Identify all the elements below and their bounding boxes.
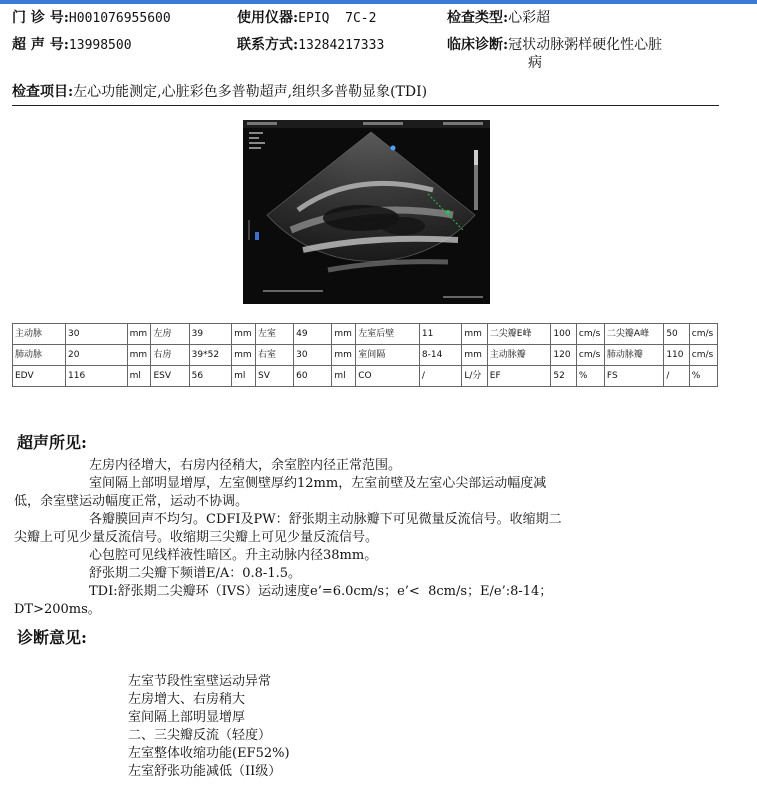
table-cell: 室间隔	[356, 345, 420, 366]
exam-type-value: 心彩超	[508, 10, 551, 26]
table-cell: FS	[604, 366, 663, 387]
measurements-table	[12, 323, 718, 387]
echocardiogram-graphic	[243, 120, 490, 304]
findings-line: TDI:舒张期二尖瓣环（IVS）运动速度e’=6.0cm/s；e’< 8cm/s；E/e’:8-14；	[89, 584, 553, 599]
table-cell: 39	[189, 324, 231, 345]
table-cell: 52	[551, 366, 576, 387]
table-row	[13, 324, 718, 345]
outpatient-value: H001076955600	[68, 11, 171, 26]
diagnosis-line: 二、三尖瓣反流（轻度）	[128, 728, 272, 743]
table-cell: 30	[66, 324, 128, 345]
outpatient-field	[12, 9, 171, 28]
table-cell: 左室后壁	[356, 324, 420, 345]
exam-items-value: 左心功能测定,心脏彩色多普勒超声,组织多普勒显象(TDI)	[73, 84, 428, 100]
table-cell: cm/s	[689, 324, 717, 345]
table-cell: L/分	[462, 366, 487, 387]
table-cell: 肺动脉瓣	[604, 345, 663, 366]
table-cell: %	[689, 366, 717, 387]
table-cell: 主动脉瓣	[487, 345, 551, 366]
table-cell: cm/s	[576, 324, 604, 345]
table-cell: 右房	[151, 345, 189, 366]
contact-field	[237, 36, 384, 55]
contact-value: 13284217333	[298, 38, 385, 53]
table-cell: mm	[462, 345, 487, 366]
table-cell: 左室	[255, 324, 293, 345]
exam-type-label: 检查类型:	[447, 10, 509, 26]
findings-line: 室间隔上部明显增厚，左室侧壁厚约12mm，左室前壁及左室心尖部运动幅度减	[89, 476, 547, 491]
clinical-diagnosis-value: 冠状动脉粥样硬化性心脏	[508, 37, 663, 53]
table-cell: cm/s	[576, 345, 604, 366]
contact-label: 联系方式:	[237, 37, 299, 53]
table-cell: 120	[551, 345, 576, 366]
clinical-diagnosis-label: 临床诊断:	[447, 37, 509, 53]
instrument-field	[237, 9, 376, 28]
table-cell: 110	[664, 345, 689, 366]
table-cell: 49	[294, 324, 332, 345]
ultrasound-no-label: 超 声 号:	[12, 37, 69, 53]
top-accent-bar	[0, 0, 757, 4]
findings-line: 尖瓣上可见少量反流信号。收缩期三尖瓣上可见少量反流信号。	[14, 530, 379, 545]
instrument-label: 使用仪器:	[237, 10, 299, 26]
echocardiogram-image	[243, 120, 490, 304]
table-cell: ESV	[151, 366, 189, 387]
diagnosis-line: 左室舒张功能减低（II级）	[128, 764, 282, 779]
clinical-diagnosis-continued: 病	[528, 55, 542, 71]
table-cell: mm	[332, 345, 356, 366]
table-row	[13, 345, 718, 366]
findings-line: 各瓣膜回声不均匀。CDFI及PW：舒张期主动脉瓣下可见微量反流信号。收缩期二	[89, 512, 562, 527]
table-cell: mm	[232, 324, 256, 345]
table-cell: EDV	[13, 366, 66, 387]
exam-items-label: 检查项目:	[12, 84, 74, 100]
table-cell: EF	[487, 366, 551, 387]
diagnosis-line: 左室节段性室壁运动异常	[128, 674, 272, 689]
table-cell: 100	[551, 324, 576, 345]
diagnosis-line: 室间隔上部明显增厚	[128, 710, 246, 725]
table-cell: 二尖瓣E峰	[487, 324, 551, 345]
exam-type-field	[447, 9, 550, 27]
table-cell: 11	[419, 324, 461, 345]
table-cell: 右室	[255, 345, 293, 366]
table-cell: 56	[189, 366, 231, 387]
table-cell: 60	[294, 366, 332, 387]
table-cell: %	[576, 366, 604, 387]
table-cell: cm/s	[689, 345, 717, 366]
findings-line: 左房内径增大，右房内径稍大，余室腔内径正常范围。	[89, 458, 402, 473]
findings-title: 超声所见:	[17, 433, 87, 452]
outpatient-label: 门 诊 号:	[12, 10, 69, 26]
findings-line: 舒张期二尖瓣下频谱E/A：0.8-1.5。	[89, 566, 301, 581]
table-cell: mm	[462, 324, 487, 345]
table-cell: mm	[232, 345, 256, 366]
table-cell: ml	[332, 366, 356, 387]
table-cell: 30	[294, 345, 332, 366]
table-cell: ml	[232, 366, 256, 387]
clinical-diagnosis-field	[447, 36, 662, 54]
findings-line: 低，余室壁运动幅度正常，运动不协调。	[14, 494, 249, 509]
table-cell: 50	[664, 324, 689, 345]
header-divider	[12, 105, 719, 106]
table-row	[13, 366, 718, 387]
ultrasound-no-field	[12, 36, 132, 55]
table-cell: 肺动脉	[13, 345, 66, 366]
ultrasound-no-value: 13998500	[68, 38, 132, 53]
instrument-value: EPIQ 7C-2	[298, 11, 377, 26]
table-cell: CO	[356, 366, 420, 387]
table-cell: ml	[127, 366, 151, 387]
diagnosis-title: 诊断意见:	[17, 628, 87, 647]
table-cell: 8-14	[419, 345, 461, 366]
table-cell: 20	[66, 345, 128, 366]
table-cell: 二尖瓣A峰	[604, 324, 663, 345]
findings-line: 心包腔可见线样液性暗区。升主动脉内径38mm。	[89, 548, 378, 563]
table-cell: mm	[127, 324, 151, 345]
table-cell: 116	[66, 366, 128, 387]
table-cell: 主动脉	[13, 324, 66, 345]
exam-items-field	[12, 83, 427, 101]
table-cell: 39*52	[189, 345, 231, 366]
table-cell: /	[664, 366, 689, 387]
table-cell: /	[419, 366, 461, 387]
diagnosis-line: 左室整体收缩功能(EF52%)	[128, 746, 290, 761]
table-cell: mm	[127, 345, 151, 366]
table-cell: mm	[332, 324, 356, 345]
findings-line: DT>200ms。	[14, 602, 101, 617]
table-cell: 左房	[151, 324, 189, 345]
diagnosis-line: 左房增大、右房稍大	[128, 692, 246, 707]
table-cell: SV	[255, 366, 293, 387]
